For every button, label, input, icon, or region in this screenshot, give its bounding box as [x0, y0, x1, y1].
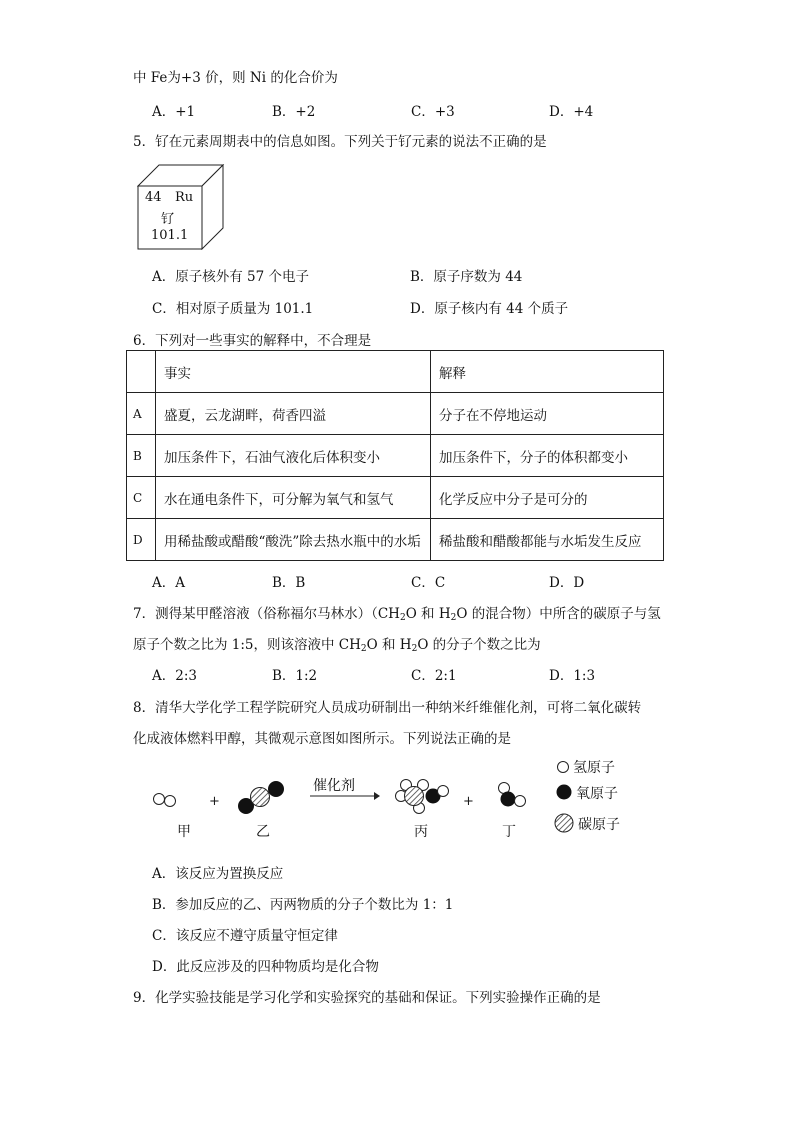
label-jia: 甲 [177, 824, 191, 840]
label-ding: 丁 [502, 824, 516, 840]
table-row [127, 393, 664, 435]
q7-line2: 原子个数之比为 1:5，则该溶液中 $CH_2O$ 和 $H_2O$ 的分子个数之比为 [133, 637, 541, 654]
table-cell: 加压条件下，石油气液化后体积变小 [156, 435, 431, 477]
table-cell: 稀盐酸和醋酸都能与水垢发生反应 [431, 519, 664, 561]
q5-stem: 5．钌在元素周期表中的信息如图。下列关于钌元素的说法不正确的是 [133, 134, 547, 150]
molecule-yi [238, 781, 284, 814]
q4-stem-tail: 中 Fe为+3 价，则 Ni 的化合价为 [133, 70, 338, 86]
table-cell: 分子在不停地运动 [431, 393, 664, 435]
table-cell: 加压条件下，分子的体积都变小 [431, 435, 664, 477]
element-card [137, 164, 237, 250]
label-bing: 丙 [414, 824, 428, 840]
q5-option-c: C．相对原子质量为 101.1 [152, 301, 314, 317]
q8-option-b: B．参加反应的乙、丙两物质的分子个数比为 1：1 [152, 897, 454, 913]
legend-oxygen: 氧原子 [576, 786, 618, 802]
q6-option-a: A．A [152, 575, 185, 591]
table-cell: 水在通电条件下，可分解为氧气和氢气 [156, 477, 431, 519]
table-cell: 用稀盐酸或醋酸“酸洗”除去热水瓶中的水垢 [156, 519, 431, 561]
molecule-ding [499, 783, 526, 807]
legend-hydrogen: 氢原子 [573, 760, 615, 776]
table-header-cell: 解释 [431, 351, 664, 393]
table-row [127, 519, 664, 561]
q8-option-a: A．该反应为置换反应 [152, 866, 284, 882]
q8-option-d: D．此反应涉及的四种物质均是化合物 [152, 959, 379, 975]
q9-stem: 9．化学实验技能是学习化学和实验探究的基础和保证。下列实验操作正确的是 [133, 990, 601, 1006]
q8-option-c: C．该反应不遵守质量守恒定律 [152, 928, 338, 944]
q4-option-d: D．+4 [549, 104, 594, 120]
q5-option-a: A．原子核外有 57 个电子 [152, 269, 310, 285]
catalyst-label: 催化剂 [313, 778, 355, 794]
q4-option-c: C．+3 [411, 104, 455, 120]
table-header-cell: 事实 [156, 351, 431, 393]
q6-option-b: B．B [272, 575, 306, 591]
q7-line1: 7．测得某甲醛溶液（俗称福尔马林水）（$CH_2O$ 和 $H_2O$ 的混合物）中所含的碳原子与氢 [133, 606, 661, 623]
table-row [127, 477, 664, 519]
q6-option-d: D．D [549, 575, 585, 591]
q8-line1: 8．清华大学化学工程学院研究人员成功研制出一种纳米纤维催化剂，可将二氧化碳转 [133, 700, 642, 716]
element-mass: 101.1 [151, 228, 189, 243]
plus-sign-2: + [463, 794, 474, 809]
table-header-cell [127, 351, 156, 393]
q7-option-c: C．2:1 [411, 668, 457, 684]
molecule-bing [396, 780, 449, 814]
table-row [127, 435, 664, 477]
q7-option-b: B．1:2 [272, 668, 318, 684]
table-cell: A [127, 393, 156, 435]
q5-option-d: D．原子核内有 44 个质子 [410, 301, 569, 317]
q6-stem: 6．下列对一些事实的解释中，不合理是 [133, 333, 372, 349]
label-yi: 乙 [256, 824, 270, 840]
element-symbol: Ru [175, 190, 194, 205]
table-cell: C [127, 477, 156, 519]
q5-option-b: B．原子序数为 44 [410, 269, 523, 285]
q4-option-b: B．+2 [272, 104, 316, 120]
element-name: 钌 [161, 212, 175, 227]
q6-option-c: C．C [411, 575, 446, 591]
q8-line2: 化成液体燃料甲醇，其微观示意图如图所示。下列说法正确的是 [133, 731, 511, 747]
table-header-row [127, 351, 664, 393]
plus-sign-1: + [209, 794, 220, 809]
table-cell: 化学反应中分子是可分的 [431, 477, 664, 519]
facts-table [126, 350, 664, 561]
q7-option-a: A．2:3 [152, 668, 197, 684]
table-cell: D [127, 519, 156, 561]
molecule-jia [154, 794, 176, 807]
element-number: 44 [145, 190, 162, 205]
q7-option-d: D．1:3 [549, 668, 596, 684]
table-cell: 盛夏，云龙湖畔，荷香四溢 [156, 393, 431, 435]
q4-option-a: A．+1 [152, 104, 196, 120]
reaction-diagram [130, 755, 650, 845]
legend-carbon: 碳原子 [578, 817, 620, 833]
table-cell: B [127, 435, 156, 477]
